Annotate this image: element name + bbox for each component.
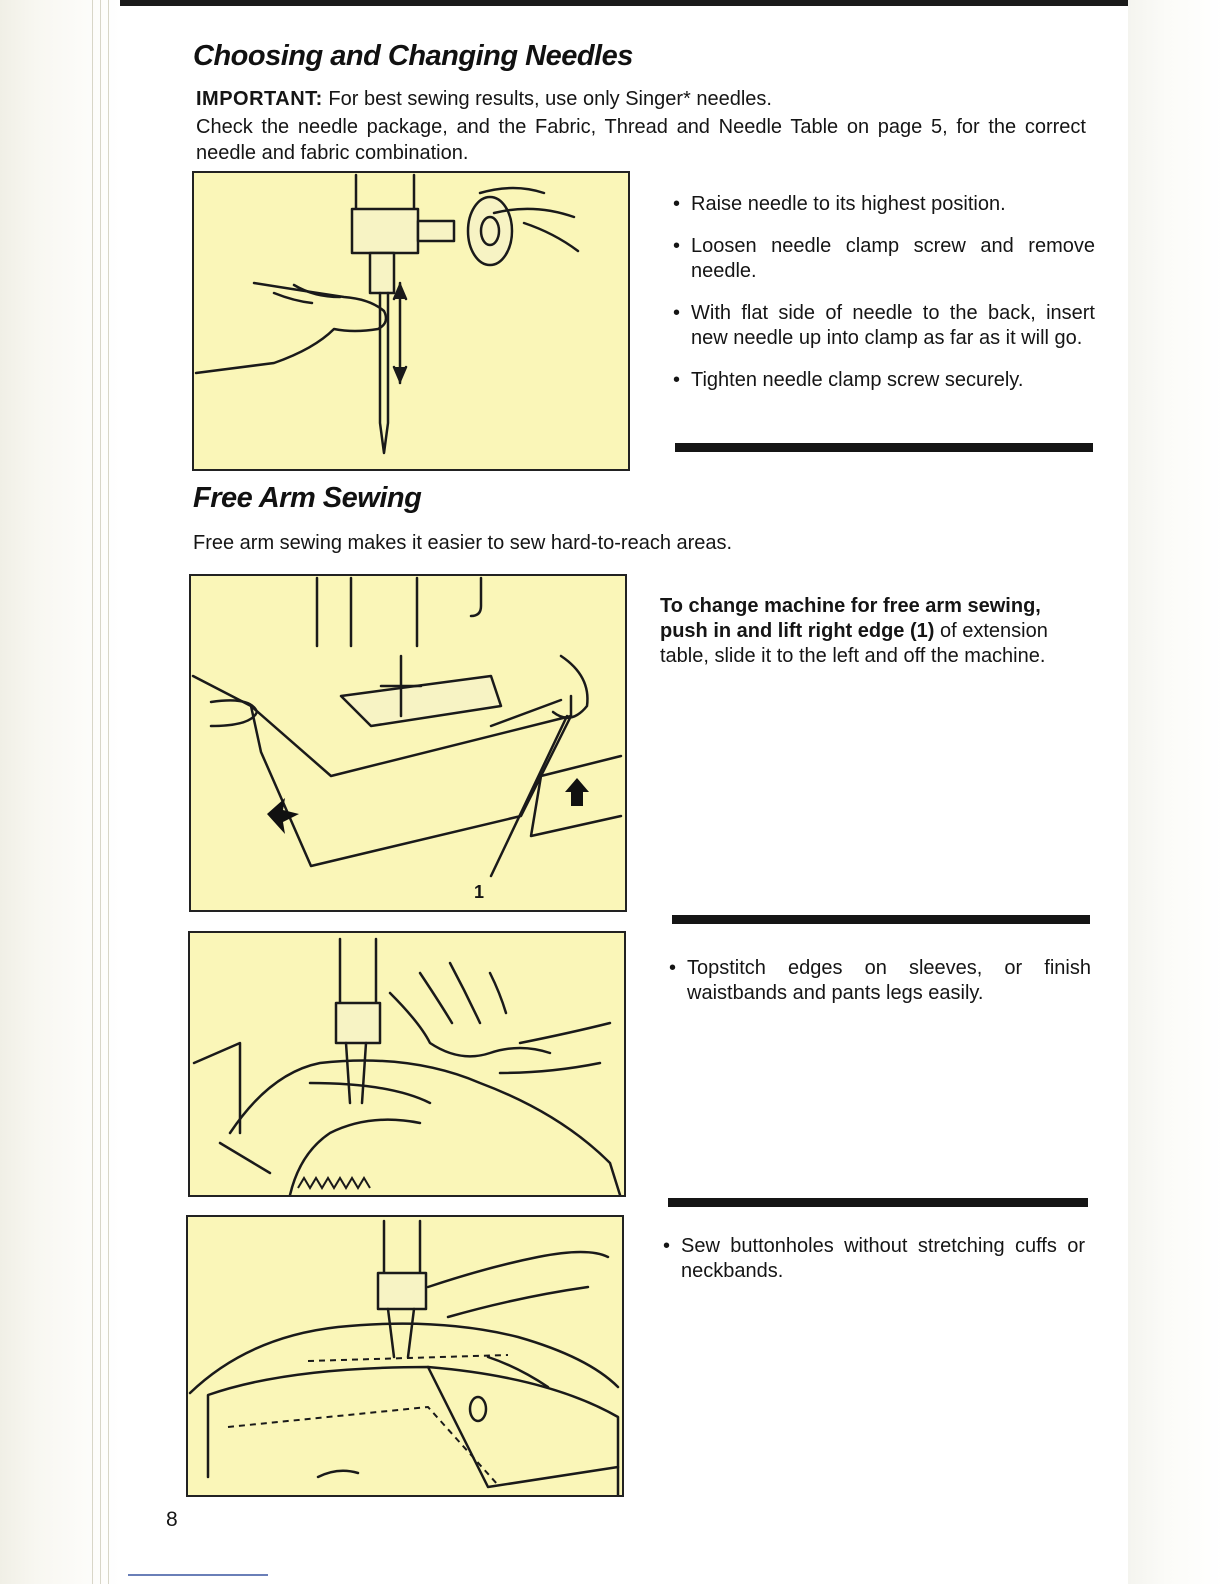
extension-table-illustration — [191, 576, 625, 910]
free-arm-intro: Free arm sewing makes it easier to sew hard-to-reach areas. — [193, 532, 733, 554]
section-title-free-arm: Free Arm Sewing — [193, 482, 422, 514]
needle-steps-list — [673, 192, 1095, 410]
topstitch-illustration — [190, 933, 624, 1195]
list-item: • Tighten needle clamp screw securely. — [673, 368, 1095, 393]
figure-needle-change — [192, 171, 630, 471]
page-number: 8 — [166, 1508, 178, 1531]
section-divider — [675, 443, 1093, 452]
important-text: For best sewing results, use only Singer* needles. — [328, 88, 772, 110]
figure-extension-table — [189, 574, 627, 912]
buttonhole-tip-list — [663, 1234, 1085, 1301]
extension-table-rest: of extension table, slide it to the left and off the machine. — [660, 620, 1048, 667]
list-item: • With flat side of needle to the back, insert new needle up into clamp as far as it will go. — [673, 301, 1095, 351]
important-label: IMPORTANT: — [196, 88, 323, 110]
section-title-needles: Choosing and Changing Needles — [193, 40, 633, 72]
figure-topstitch — [188, 931, 626, 1197]
list-item: • Raise needle to its highest position. — [673, 192, 1095, 217]
section-divider — [668, 1198, 1088, 1207]
buttonhole-illustration — [188, 1217, 622, 1495]
check-note: Check the needle package, and the Fabric, Thread and Needle Table on page 5, for the correct needle and fabric combination. — [196, 116, 1086, 164]
extension-table-instructions — [660, 594, 1082, 669]
list-item: • Topstitch edges on sleeves, or finish waistbands and pants legs easily. — [669, 956, 1091, 1006]
page-binding-edge — [0, 0, 120, 1584]
needle-clamp-illustration — [194, 173, 628, 469]
bottom-edge-mark — [128, 1574, 268, 1576]
figure-buttonhole — [186, 1215, 624, 1497]
list-item: • Loosen needle clamp screw and remove needle. — [673, 234, 1095, 284]
list-item: • Sew buttonholes without stretching cuffs or neckbands. — [663, 1234, 1085, 1284]
figure-callout-1: 1 — [474, 882, 485, 902]
topstitch-tip-list — [669, 956, 1091, 1023]
top-border — [120, 0, 1130, 6]
page-right-edge — [1128, 0, 1224, 1584]
extension-table-bold: To change machine for free arm sewing, push in and lift right edge (1) — [660, 595, 1041, 642]
important-note — [196, 86, 772, 112]
section-divider — [672, 915, 1090, 924]
